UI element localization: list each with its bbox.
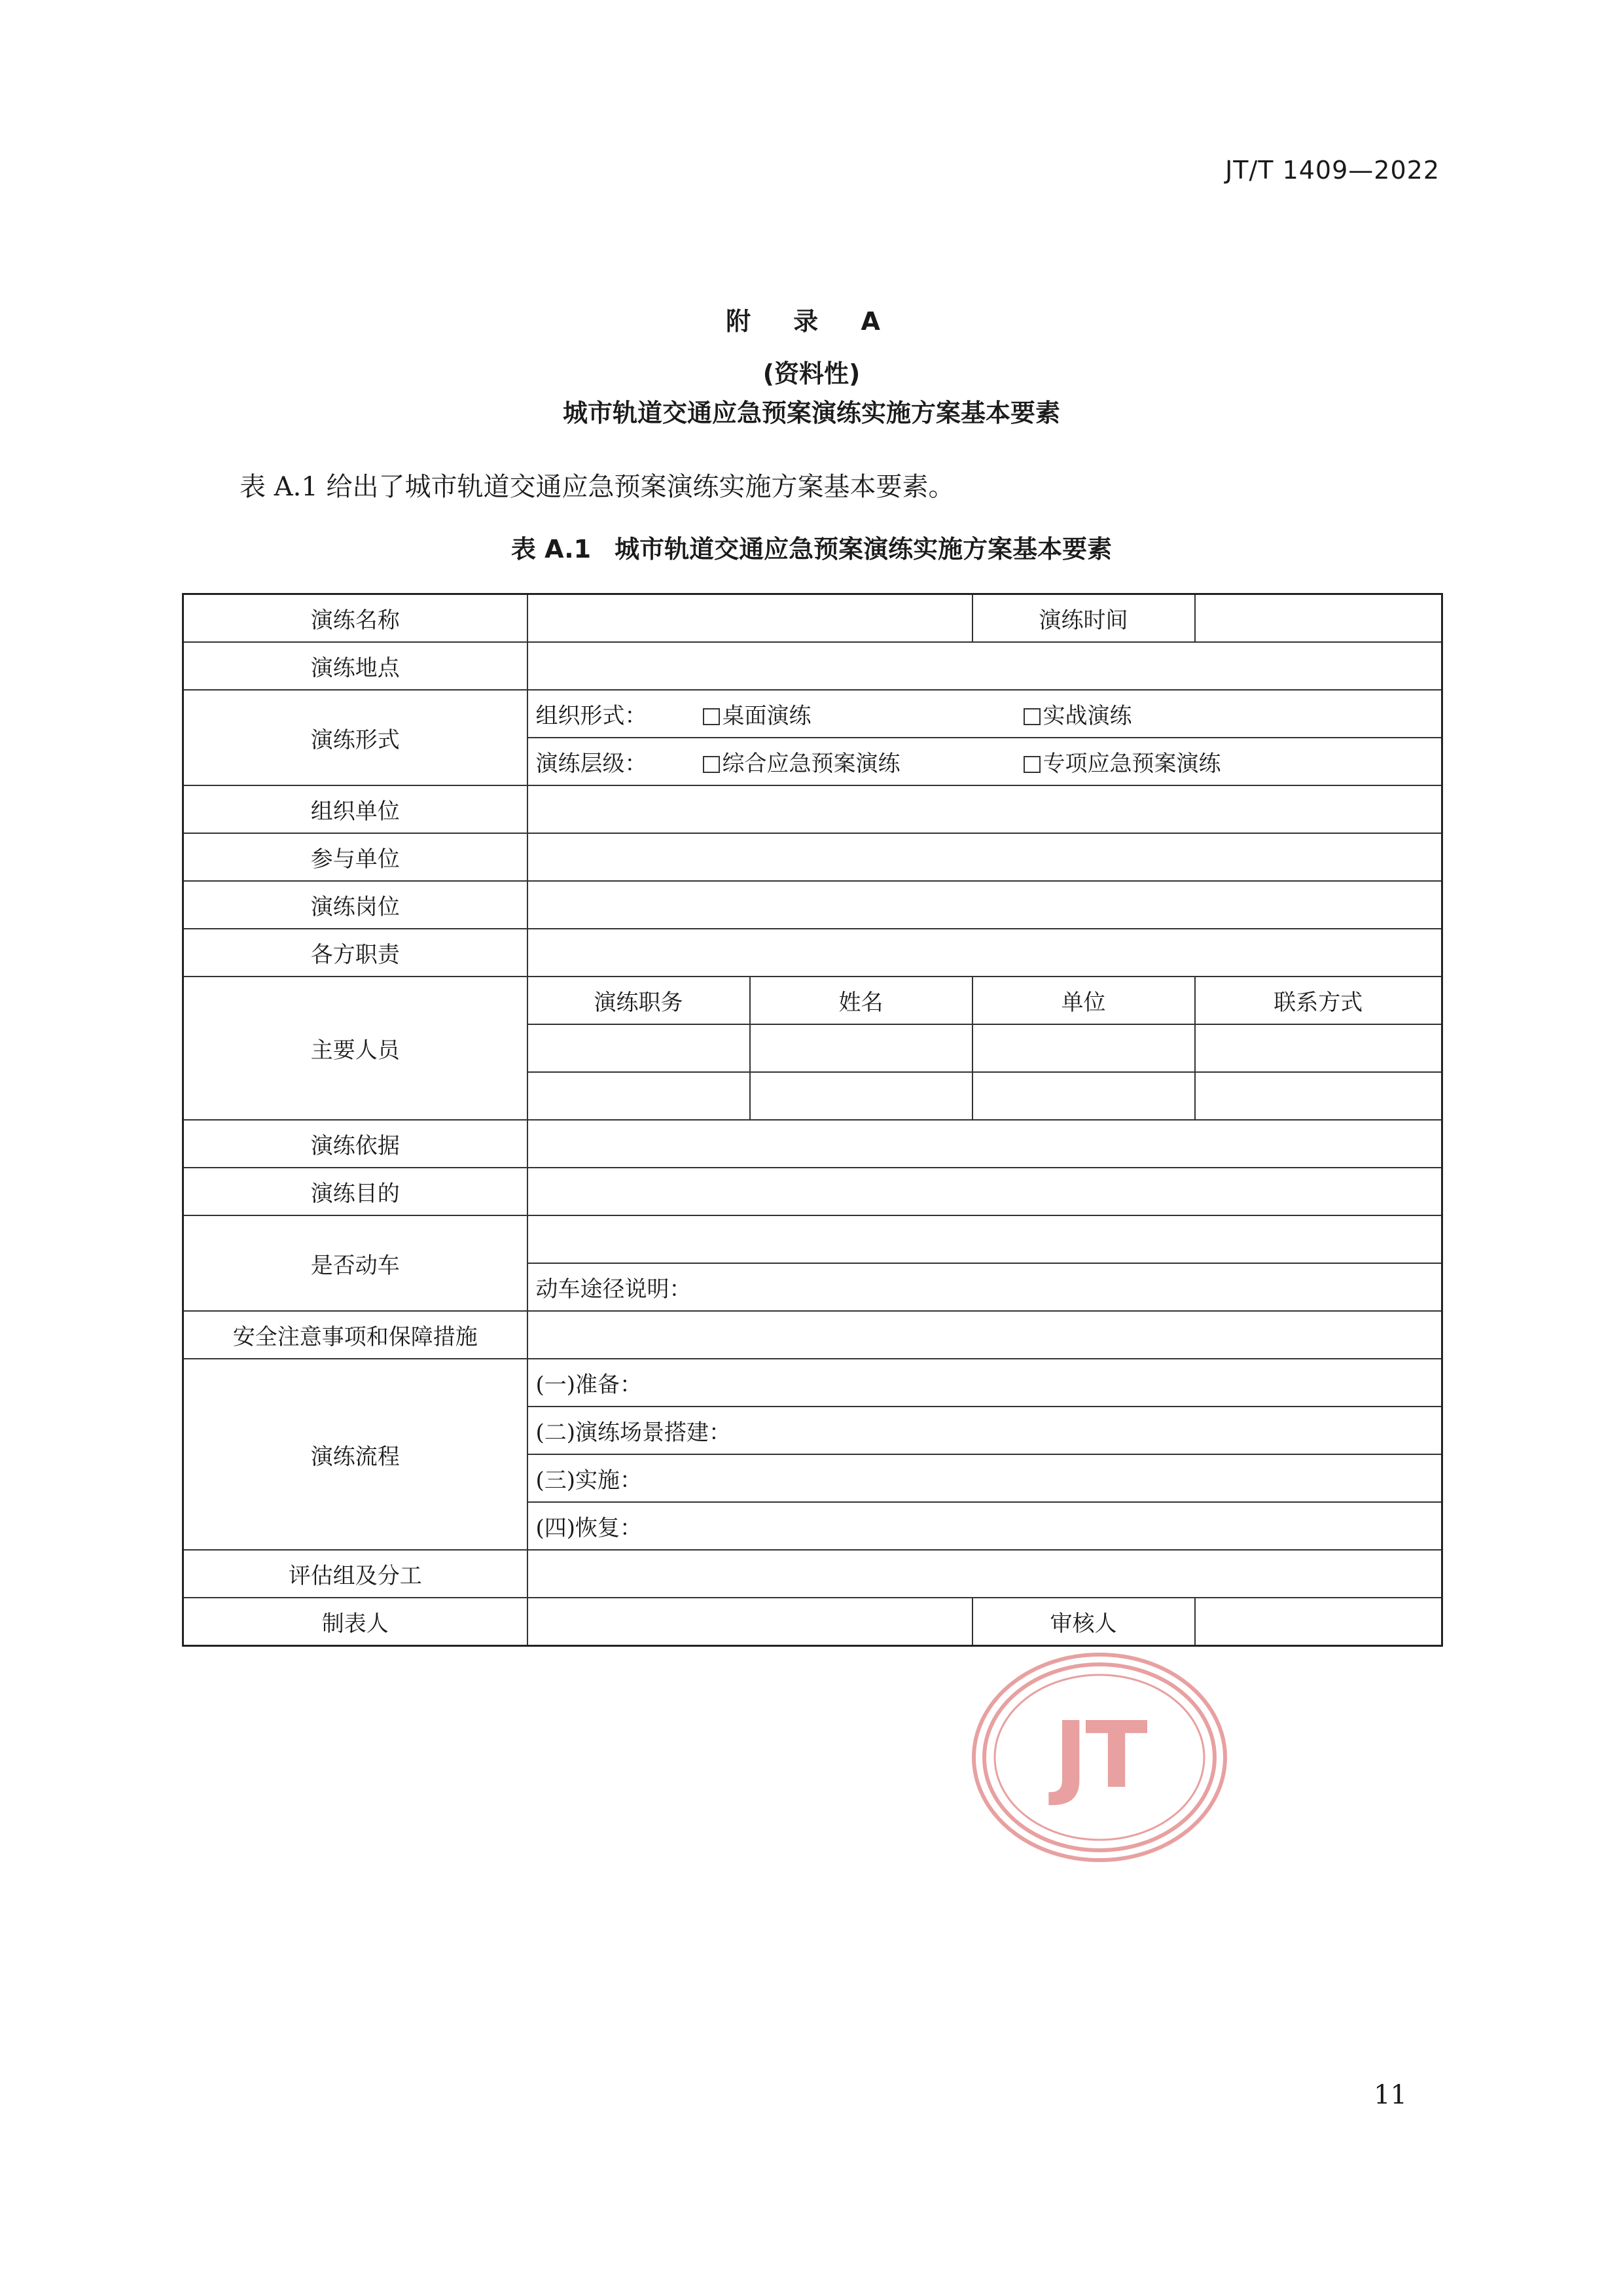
train-movement-label: 是否动车 [183,1215,527,1311]
participants-label: 参与单位 [183,833,527,881]
org-form-label: 组织形式： [535,703,647,729]
table-row [183,1598,1442,1646]
table-caption [0,529,1623,565]
process-step-recover[interactable]: (四)恢复： [527,1502,1442,1550]
option-special[interactable] [1024,745,1221,778]
drill-level-row [527,738,1442,785]
personnel-cell[interactable] [972,1024,1195,1072]
drill-posts-label: 演练岗位 [183,881,527,929]
table-row [183,594,1442,643]
intro-paragraph: 表 A.1 给出了城市轨道交通应急预案演练实施方案基本要素。 [240,472,955,502]
option-comprehensive[interactable] [703,745,1024,778]
reviewer-label: 审核人 [972,1598,1195,1646]
table-row [183,1168,1442,1215]
option-label: 专项应急预案演练 [1043,751,1221,777]
table-row [183,1215,1442,1263]
option-label: 综合应急预案演练 [722,751,901,777]
table-row [183,881,1442,929]
table-row [183,833,1442,881]
personnel-cell[interactable] [972,1072,1195,1120]
drill-purpose-cell[interactable] [527,1168,1442,1215]
responsibilities-cell[interactable] [527,929,1442,977]
drill-time-cell[interactable] [1195,594,1442,643]
standard-number: JT/T 1409—2022 [1225,156,1440,185]
checkbox-icon[interactable] [1024,756,1041,773]
option-live[interactable] [1024,698,1132,730]
drill-location-cell[interactable] [527,642,1442,690]
prepared-by-label: 制表人 [183,1598,527,1646]
table-row [183,977,1442,1024]
personnel-cell[interactable] [527,1072,750,1120]
jt-stamp-logo [970,1651,1229,1864]
key-personnel-label: 主要人员 [183,977,527,1120]
table-row [183,929,1442,977]
responsibilities-label: 各方职责 [183,929,527,977]
appendix-nature: (资料性) [762,359,861,388]
column-header-unit: 单位 [972,977,1195,1024]
personnel-cell[interactable] [1195,1072,1442,1120]
table-title: 城市轨道交通应急预案演练实施方案基本要素 [615,535,1113,564]
assessment-team-cell[interactable] [527,1550,1442,1598]
organizer-cell[interactable] [527,785,1442,833]
drill-posts-cell[interactable] [527,881,1442,929]
checkbox-icon[interactable] [1024,708,1041,725]
checkbox-icon[interactable] [703,756,720,773]
organizer-label: 组织单位 [183,785,527,833]
option-tabletop[interactable] [703,698,1024,730]
page-number: 11 [1374,2080,1407,2110]
table-row [183,1359,1442,1407]
drill-form-label: 演练形式 [183,690,527,785]
personnel-cell[interactable] [527,1024,750,1072]
option-label: 实战演练 [1043,703,1132,729]
drill-plan-table [182,593,1443,1647]
column-header-name: 姓名 [750,977,972,1024]
org-form-row [527,690,1442,738]
drill-name-label: 演练名称 [183,594,527,643]
train-movement-cell[interactable] [527,1215,1442,1263]
drill-process-label: 演练流程 [183,1359,527,1550]
process-step-prepare[interactable]: (一)准备： [527,1359,1442,1407]
process-step-scenario[interactable]: (二)演练场景搭建： [527,1407,1442,1454]
drill-location-label: 演练地点 [183,642,527,690]
safety-measures-cell[interactable] [527,1311,1442,1359]
drill-purpose-label: 演练目的 [183,1168,527,1215]
personnel-cell[interactable] [1195,1024,1442,1072]
personnel-cell[interactable] [750,1024,972,1072]
prepared-by-cell[interactable] [527,1598,972,1646]
appendix-heading: 城市轨道交通应急预案演练实施方案基本要素 [562,399,1060,427]
option-label: 桌面演练 [722,703,812,729]
table-number: 表 A.1 [510,535,592,564]
table-row [183,1311,1442,1359]
assessment-team-label: 评估组及分工 [183,1550,527,1598]
process-step-execute[interactable]: (三)实施： [527,1454,1442,1502]
table-row [183,642,1442,690]
table-row [183,785,1442,833]
route-note[interactable]: 动车途径说明： [527,1263,1442,1311]
drill-basis-label: 演练依据 [183,1120,527,1168]
checkbox-icon[interactable] [703,708,720,725]
svg-text:JT: JT [1054,1702,1145,1809]
column-header-role: 演练职务 [527,977,750,1024]
drill-name-cell[interactable] [527,594,972,643]
drill-level-label: 演练层级： [535,751,647,777]
safety-measures-label: 安全注意事项和保障措施 [183,1311,527,1359]
drill-time-label: 演练时间 [972,594,1195,643]
table-row [183,690,1442,738]
table-row [183,1120,1442,1168]
table-row [183,1550,1442,1598]
drill-basis-cell[interactable] [527,1120,1442,1168]
appendix-title: 附 录 A [726,307,897,336]
participants-cell[interactable] [527,833,1442,881]
personnel-cell[interactable] [750,1072,972,1120]
column-header-contact: 联系方式 [1195,977,1442,1024]
reviewer-cell[interactable] [1195,1598,1442,1646]
